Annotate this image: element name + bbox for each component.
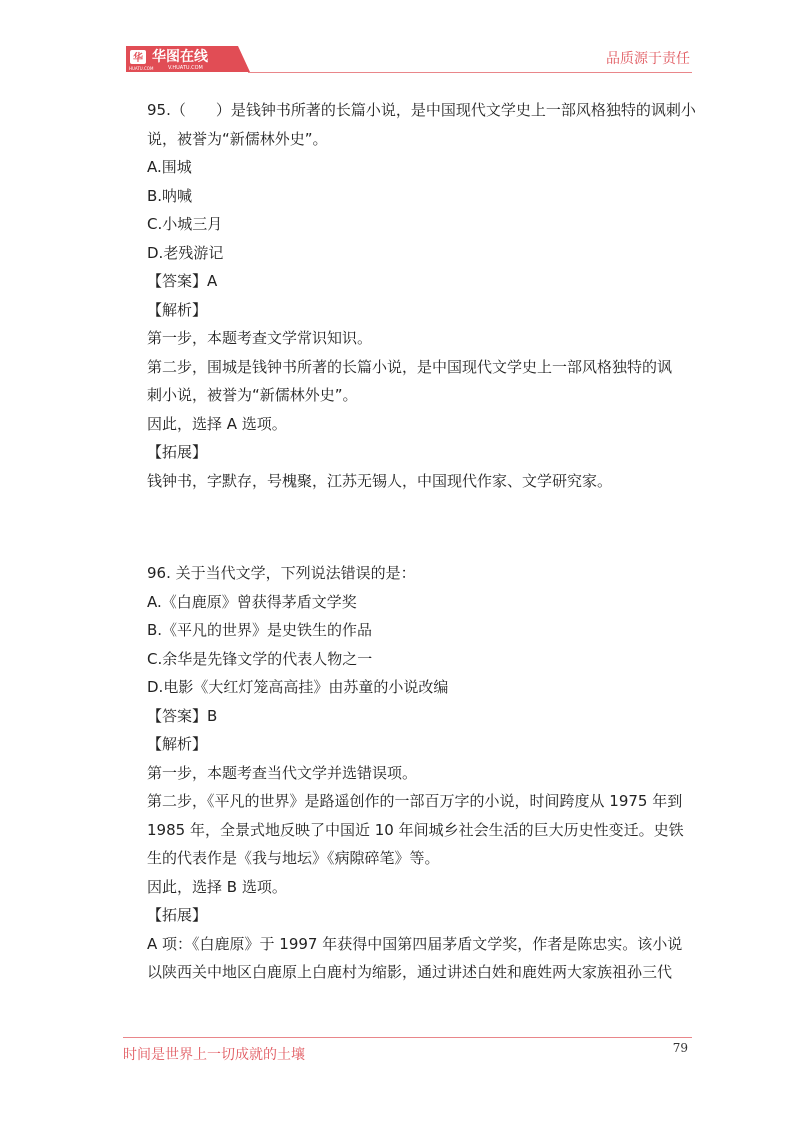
answer: 【答案】B	[147, 706, 218, 725]
page-number: 79	[672, 1041, 688, 1055]
option-a: A.《白鹿原》曾获得茅盾文学奖	[147, 592, 357, 611]
expand-label: 【拓展】	[147, 906, 208, 924]
option-d: D.老残游记	[147, 243, 224, 262]
huatu-logo	[126, 46, 250, 72]
option-d: D.电影《大红灯笼高高挂》由苏童的小说改编	[147, 678, 449, 696]
analysis-text: 因此，选择 B 选项。	[147, 877, 287, 896]
expand-text: 以陕西关中地区白鹿原上白鹿村为缩影，通过讲述白姓和鹿姓两大家族祖孙三代	[147, 963, 673, 981]
footer-divider	[123, 1037, 692, 1038]
logo-text: 华图在线	[152, 49, 208, 65]
svg-text:华: 华	[133, 53, 143, 64]
analysis-text: 1985 年，全景式地反映了中国近 10 年间城乡社会生活的巨大历史性变迁。史铁	[147, 820, 684, 839]
expand-label: 【拓展】	[147, 443, 208, 461]
analysis-text: 第二步，围城是钱钟书所著的长篇小说，是中国现代文学史上一部风格独特的讽	[147, 357, 673, 376]
expand-text: A 项：《白鹿原》于 1997 年获得中国第四届茅盾文学奖，作者是陈忠实。该小说	[147, 934, 683, 953]
option-c: C.余华是先锋文学的代表人物之一	[147, 649, 373, 668]
option-a: A.围城	[147, 158, 192, 176]
analysis-text: 因此，选择 A 选项。	[147, 414, 287, 433]
question-stem: 说，被誉为“新儒林外史”。	[147, 129, 328, 148]
analysis-text: 生的代表作是《我与地坛》《病隙碎笔》等。	[147, 849, 440, 867]
header-slogan: 品质源于责任	[606, 51, 690, 67]
document-body	[147, 96, 696, 987]
answer: 【答案】A	[147, 272, 218, 290]
analysis-text: 第二步，《平凡的世界》是路遥创作的一部百万字的小说，时间跨度从 1975 年到	[147, 792, 683, 810]
logo-small: HUATU.COM	[129, 66, 154, 71]
logo-sub: V.HUATU.COM	[168, 65, 203, 71]
option-c: C.小城三月	[147, 215, 223, 233]
footer-slogan: 时间是世界上一切成就的土壤	[123, 1047, 305, 1063]
question-stem: 95.（ ）是钱钟书所著的长篇小说，是中国现代文学史上一部风格独特的讽刺小	[147, 101, 696, 119]
question-96	[147, 559, 692, 987]
analysis-label: 【解析】	[147, 300, 208, 319]
analysis-text: 第一步，本题考查当代文学并选错误项。	[147, 763, 418, 782]
question-stem: 96. 关于当代文学，下列说法错误的是：	[147, 564, 416, 582]
expand-text: 钱钟书，字默存，号槐聚，江苏无锡人，中国现代作家、文学研究家。	[147, 471, 613, 490]
option-b: B.《平凡的世界》是史铁生的作品	[147, 621, 373, 639]
option-b: B.呐喊	[147, 186, 193, 205]
analysis-label: 【解析】	[147, 735, 208, 753]
header-divider	[248, 72, 692, 73]
analysis-text: 刺小说，被誉为“新儒林外史”。	[147, 386, 358, 404]
question-95	[147, 96, 696, 495]
analysis-text: 第一步，本题考查文学常识知识。	[147, 329, 373, 347]
